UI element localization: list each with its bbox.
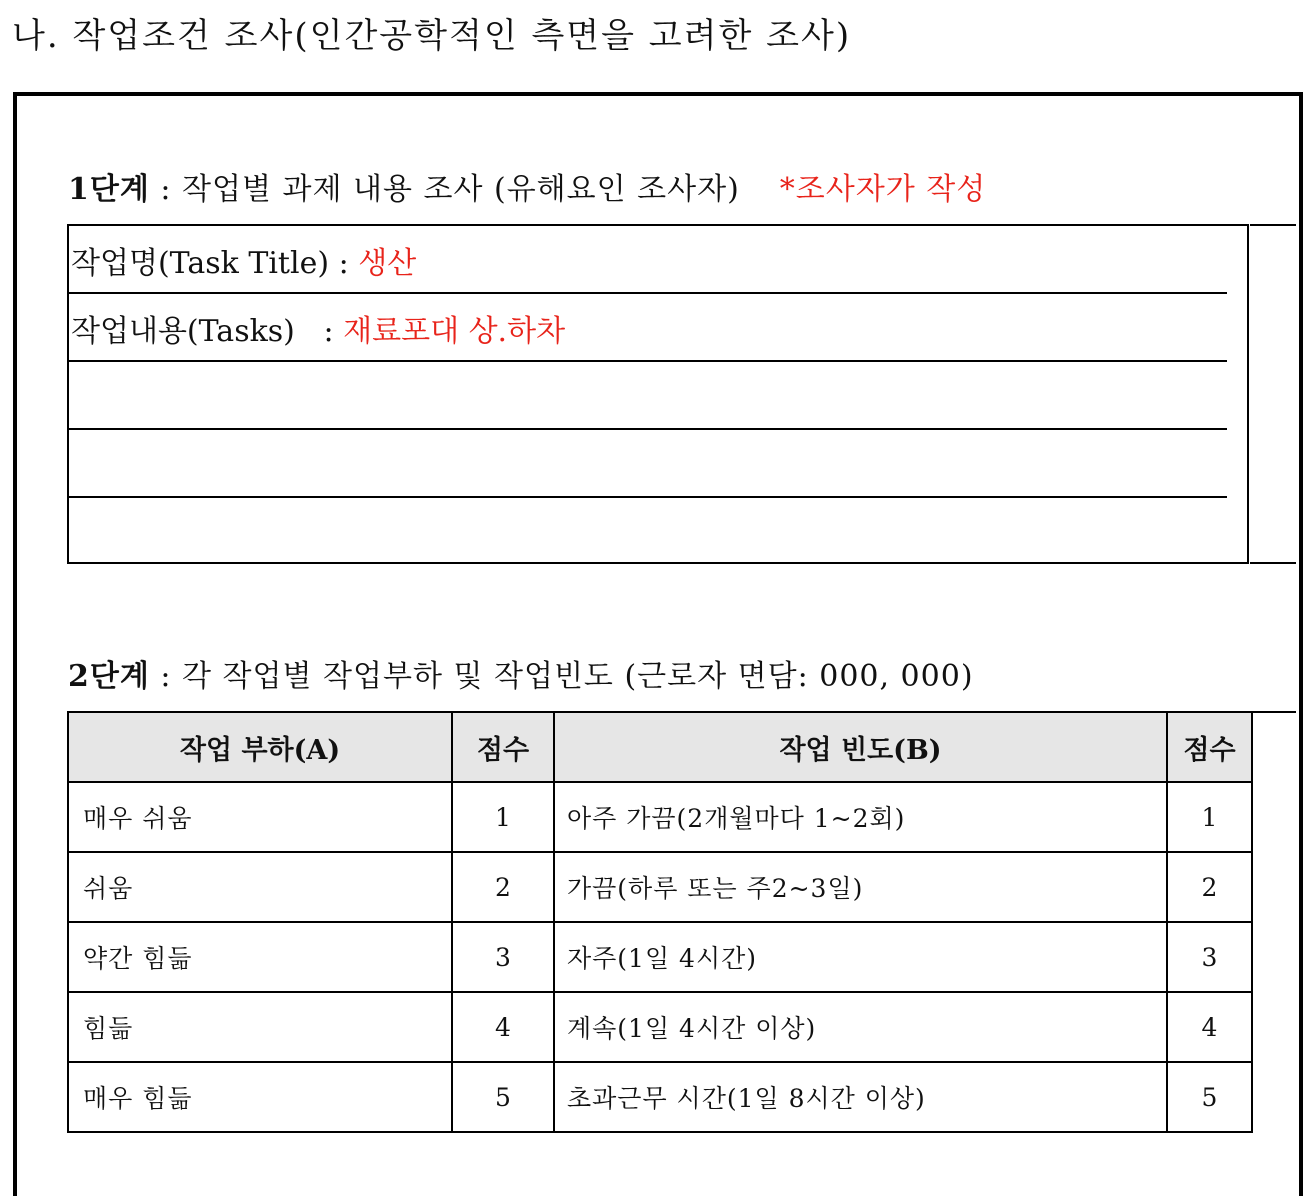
- load-cell: 힘듦: [68, 992, 452, 1062]
- stage2-title: [68, 651, 974, 695]
- load-cell: 쉬움: [68, 852, 452, 922]
- task-title-value[interactable]: 생산: [358, 246, 417, 281]
- freq-cell: 아주 가끔(2개월마다 1~2회): [554, 782, 1167, 852]
- row-divider: [69, 428, 1227, 430]
- header-freq: 작업 빈도(B): [554, 712, 1167, 782]
- stage1-note: *조사자가 작성: [779, 172, 987, 207]
- task-title-label: 작업명(Task Title) :: [71, 246, 359, 281]
- tasks-value[interactable]: 재료포대 상.하차: [343, 314, 566, 349]
- freq-score-cell: 1: [1167, 782, 1252, 852]
- table-row: [68, 922, 1252, 992]
- load-cell: 매우 힘듦: [68, 1062, 452, 1132]
- header-load: 작업 부하(A): [68, 712, 452, 782]
- box-edge-line: [1250, 224, 1296, 226]
- freq-cell: 자주(1일 4시간): [554, 922, 1167, 992]
- header-load-score: 점수: [452, 712, 554, 782]
- load-score-cell: 3: [452, 922, 554, 992]
- load-score-cell: 5: [452, 1062, 554, 1132]
- row-divider: [69, 292, 1227, 294]
- table-row: [68, 782, 1252, 852]
- tasks-label: 작업내용(Tasks) :: [71, 314, 344, 349]
- table-row: [68, 852, 1252, 922]
- freq-score-cell: 5: [1167, 1062, 1252, 1132]
- stage1-title-text: : 작업별 과제 내용 조사 (유해요인 조사자): [149, 172, 740, 207]
- table-header-row: [68, 712, 1252, 782]
- row-divider: [69, 360, 1227, 362]
- load-score-cell: 4: [452, 992, 554, 1062]
- table-row: [68, 1062, 1252, 1132]
- load-score-cell: 1: [452, 782, 554, 852]
- freq-score-cell: 4: [1167, 992, 1252, 1062]
- header-freq-score: 점수: [1167, 712, 1252, 782]
- page-heading: 나. 작업조건 조사(인간공학적인 측면을 고려한 조사): [12, 16, 852, 56]
- box-edge-line: [1250, 562, 1296, 564]
- freq-cell: 초과근무 시간(1일 8시간 이상): [554, 1062, 1167, 1132]
- stage2-title-text: : 각 작업별 작업부하 및 작업빈도 (근로자 면담: 000, 000): [149, 659, 974, 694]
- stage2-label: 2단계: [68, 659, 150, 694]
- freq-cell: 계속(1일 4시간 이상): [554, 992, 1167, 1062]
- stage1-label: 1단계: [68, 172, 150, 207]
- table-edge-line: [1250, 711, 1296, 713]
- task-title-row: [71, 238, 416, 282]
- load-score-cell: 2: [452, 852, 554, 922]
- table-row: [68, 992, 1252, 1062]
- load-cell: 약간 힘듦: [68, 922, 452, 992]
- task-description-box: [67, 224, 1249, 564]
- freq-score-cell: 3: [1167, 922, 1252, 992]
- stage1-title: [68, 164, 986, 208]
- freq-cell: 가끔(하루 또는 주2~3일): [554, 852, 1167, 922]
- load-cell: 매우 쉬움: [68, 782, 452, 852]
- freq-score-cell: 2: [1167, 852, 1252, 922]
- workload-frequency-table: [67, 711, 1253, 1133]
- row-divider: [69, 496, 1227, 498]
- tasks-row: [71, 306, 565, 350]
